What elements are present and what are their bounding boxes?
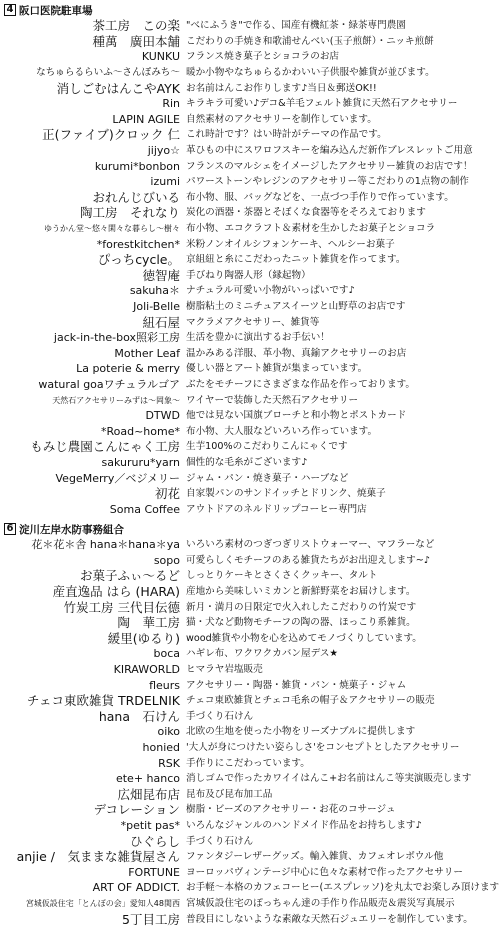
vendor-row: [0, 455, 450, 471]
vendor-name: 5丁目工房: [122, 911, 180, 927]
vendor-description: 昆布及び昆布加工品: [186, 788, 273, 800]
vendor-description: wood雑貨や小物を心を込めてモノづくりしています。: [186, 632, 422, 644]
vendor-row: [0, 849, 450, 865]
vendor-name: FORTUNE: [128, 865, 180, 879]
vendor-description: ヒマラヤ岩塩販売: [186, 664, 263, 676]
vendor-name: お菓子ふぃ～るど: [79, 568, 180, 584]
vendor-description: キラキラ可愛い♪デコ&羊毛フェルト雑貨に天然石アクセサリー: [186, 98, 458, 110]
vendor-name: 茶工房 この楽: [92, 18, 180, 34]
vendor-row: [0, 174, 469, 190]
vendor-row: [0, 896, 455, 912]
vendor-description: 生活を豊かに演出するお手伝い！: [186, 332, 330, 344]
section-4: [0, 2, 473, 517]
vendor-name: jack-in-the-box照彩工房: [53, 331, 180, 345]
vendor-description: 革ひもの中にスワロフスキーを編み込んだ新作ブレスレットご用意: [186, 145, 473, 157]
vendor-row: [0, 501, 450, 517]
vendor-row: [0, 724, 450, 740]
vendor-name: RSK: [158, 756, 180, 770]
vendor-row: [0, 330, 450, 346]
vendor-description: いろいろ素材のつぎつぎリストウォーマー、マフラーなど: [186, 539, 435, 551]
vendor-name: watural goaワチュラルゴア: [38, 377, 180, 391]
vendor-name: チェコ東欧雑貨 TRDELNIK: [26, 693, 180, 709]
vendor-description: パワーストーンやレジンのアクセサリー等こだわりの1点物の制作: [186, 176, 469, 188]
vendor-name: KUNKU: [141, 50, 180, 64]
vendor-row: [0, 439, 450, 455]
vendor-description: 可愛らしくモチーフのある雑貨たちがお出迎えします~♪: [186, 554, 430, 566]
vendor-row: [0, 818, 450, 834]
section-header: [0, 2, 450, 18]
vendor-name: なちゅらるらいふ～さんぽみち～: [36, 67, 180, 79]
vendor-description: ハギレ布、ワクワクカバン屋デス★: [186, 648, 339, 660]
vendor-description: チェコ東欧雑貨とチェコ毛糸の帽子＆アクセサリーの販売: [186, 695, 435, 707]
vendor-name: Soma Coffee: [109, 502, 180, 516]
vendor-name: Rin: [162, 97, 180, 111]
vendor-description: 自然素材のアクセサリーを制作しています。: [186, 113, 377, 125]
vendor-name: おれんじびいる: [92, 189, 180, 205]
vendor-row: [0, 299, 450, 315]
vendor-row: [0, 345, 450, 361]
vendor-description: 自家製パンのサンドイッチとドリンク、焼菓子: [186, 488, 386, 500]
vendor-row: [0, 568, 450, 584]
vendor-name: ART OF ADDICT.: [92, 881, 180, 895]
vendor-name: izumi: [150, 175, 180, 189]
vendor-name: boca: [153, 647, 180, 661]
vendor-row: [0, 787, 450, 803]
vendor-name: *petit pas*: [120, 818, 180, 832]
section-header: [0, 521, 450, 537]
vendor-description: 消しゴムで作ったカワイイはんこ+お名前はんこ等実演販売します: [186, 773, 472, 785]
vendor-row: [0, 314, 450, 330]
vendor-name: jijyo☆: [147, 144, 180, 158]
vendor-name: もみじ農園こんにゃく工房: [30, 439, 180, 455]
vendor-description: 暖か小物やなちゅらるかわいい子供服や雑貨が並びます。: [186, 67, 435, 79]
vendor-row: [0, 49, 450, 65]
vendor-description: ぶたをモチーフにさまざまな作品を作っております。: [186, 378, 416, 390]
vendor-row: [0, 18, 450, 34]
vendor-description: これ時計です？はい時計がテーマの作品です。: [186, 129, 387, 141]
vendor-name: 種萬 廣田本舗: [92, 33, 180, 49]
section-title: 阪口医院駐車場: [19, 4, 93, 17]
vendor-row: [0, 112, 450, 128]
vendor-name: 広畑昆布店: [117, 786, 180, 802]
vendor-name: La poterie & merry: [76, 362, 180, 376]
vendor-description: 樹脂粘土のミニチュアスイーツと山野草のお店です: [186, 300, 406, 312]
vendor-name: LAPIN AGILE: [112, 112, 180, 126]
vendor-row: [0, 283, 450, 299]
vendor-description: アウトドアのネルドリップコーヒー専門店: [186, 503, 367, 515]
vendor-description: お手軽～本格のカフェコーヒー(エスプレッソ)を丸太でお楽しみ頂けます: [186, 882, 499, 894]
vendor-name: 竹炭工房 三代目伝德: [63, 599, 180, 615]
vendor-row: [0, 802, 450, 818]
vendor-row: [0, 584, 450, 600]
vendor-description: フランスのマルシェをイメージしたアクセサリー雑貨のお店です！: [186, 160, 473, 172]
vendor-description: 手びねり陶器人形（縁起物）: [186, 269, 311, 281]
vendor-row: [0, 833, 450, 849]
section-6: [0, 521, 499, 927]
vendor-name: 陶工房 それなり: [79, 205, 180, 221]
vendor-name: ひぐらし: [129, 833, 180, 849]
vendor-row: [0, 864, 463, 880]
vendor-name: ゆうかん堂～悠々閑々な暮らし～樹々: [44, 224, 180, 234]
vendor-name: sakururu*yarn: [101, 455, 180, 469]
vendor-description: アクセサリー・陶器・雑貨・パン・焼菓子・ジャム: [186, 679, 407, 691]
section-number: 4: [4, 4, 16, 16]
vendor-description: 布小物、大人服などいろいろ作っています。: [186, 425, 378, 437]
vendor-description: 宮城仮設住宅のぽっちゃん達の手作り作品販売＆震災写真展示: [186, 897, 455, 909]
vendor-row: [0, 740, 460, 756]
vendor-row: [0, 143, 473, 159]
vendor-row: [0, 268, 450, 284]
vendor-description: こだわりの手焼き和歌浦せんべい(玉子煎餅）・ニッキ煎餅: [186, 35, 434, 47]
vendor-row: [0, 221, 450, 237]
vendor-name: kurumi*bonbon: [94, 159, 180, 173]
vendor-name: 天然石アクセサリーみずは～岡象～: [52, 395, 180, 405]
vendor-name: oiko: [157, 725, 180, 739]
vendor-description: '大人が身につけたい姿らしさ'をコンセプトとしたアクセサリー: [186, 742, 460, 754]
vendor-description: 北欧の生地を使った小物をリーズナブルに提供します: [186, 726, 416, 738]
vendor-row: [0, 677, 450, 693]
vendor-row: [0, 537, 450, 553]
vendor-name: 陶 華工房: [117, 615, 180, 631]
vendor-description: マクラメアクセサリー、雑貨等: [186, 316, 320, 328]
vendor-name: 徳智庵: [142, 267, 180, 283]
vendor-name: VegeMerry／ベジメリー: [55, 471, 180, 485]
vendor-name: Joli-Belle: [133, 299, 180, 313]
vendor-name: 花＊花＊舎 hana＊hana＊ya: [31, 538, 180, 552]
vendor-row: [0, 127, 450, 143]
vendor-list: [0, 18, 473, 517]
vendor-name: デコレーション: [93, 802, 180, 818]
vendor-row: [0, 709, 450, 725]
vendor-name: sopo: [153, 553, 180, 567]
vendor-row: [0, 911, 473, 927]
vendor-name: *forestkitchen*: [96, 237, 180, 251]
vendor-name: 紐石屋: [142, 314, 180, 330]
vendor-row: [0, 189, 454, 206]
section-title: 淀川左岸水防事務組合: [19, 523, 124, 536]
vendor-name: 宮城仮設住宅「とんぼの会」愛知人48関西: [25, 898, 180, 908]
vendor-row: [0, 236, 450, 252]
vendor-description: 産地から美味しいミカンと新鮮野菜をお届けします。: [186, 586, 416, 598]
vendor-row: [0, 486, 450, 502]
vendor-name: ete+ hanco: [115, 772, 180, 786]
vendor-description: 優しい器とアート雑貨が集まっています。: [186, 363, 368, 375]
vendor-description: 個性的な毛糸がございます♪: [186, 456, 308, 468]
vendor-row: [0, 631, 450, 647]
vendor-row: [0, 693, 450, 709]
vendor-description: 温かみある洋服、革小物、真鍮アクセサリーのお店: [186, 347, 407, 359]
vendor-description: 手作りにこだわっています。: [186, 757, 310, 769]
vendor-name: ぴっちcycle。: [97, 252, 180, 268]
vendor-description: 京組紐と糸にこだわったニット雑貨を作ってます。: [186, 254, 406, 266]
vendor-description: 布小物、服、バッグなどを、一点づつ手作りで作っています。: [186, 191, 454, 203]
vendor-name: 正(ファイブ)クロック 仁: [42, 127, 180, 143]
vendor-name: 初花: [154, 486, 180, 502]
vendor-name: fleurs: [149, 678, 180, 692]
vendor-row: [0, 646, 450, 662]
vendor-row: [0, 34, 450, 50]
vendor-description: 米粉ノンオイルシフォンケーキ、ヘルシーお菓子: [186, 238, 395, 250]
vendor-name: honied: [142, 741, 180, 755]
vendor-name: KIRAWORLD: [113, 663, 180, 677]
vendor-description: ファンタジーレザーグッズ。輸入雑貨、カフェオレボウル他: [186, 851, 444, 863]
vendor-name: 緩里(ゆるり): [107, 630, 180, 646]
vendor-name: hana 石けん: [98, 708, 180, 724]
vendor-name: DTWD: [145, 409, 180, 423]
vendor-row: [0, 662, 450, 678]
vendor-row: [0, 599, 450, 615]
vendor-name: 消しごむはんこやAYK: [56, 80, 180, 96]
vendor-row: [0, 377, 450, 393]
vendor-row: [0, 880, 499, 896]
vendor-name: 産直逸品 はら (HARA): [52, 584, 180, 600]
vendor-row: [0, 423, 450, 439]
vendor-row: [0, 158, 473, 174]
vendor-row: [0, 470, 450, 486]
vendor-description: ヨーロッパヴィンテージ中心に色々な素材で作ったアクセサリー: [186, 866, 463, 878]
vendor-description: 樹脂・ビーズのアクセサリー・お花のコサージュ: [186, 804, 396, 816]
vendor-description: "べにふうき"で作る、国産有機紅茶・緑茶専門農園: [186, 20, 406, 32]
vendor-description: 生芋100%のこだわりこんにゃくです: [186, 441, 348, 453]
vendor-row: [0, 96, 458, 112]
vendor-description: 手づくり石けん: [186, 710, 254, 722]
vendor-row: [0, 553, 450, 569]
vendor-row: [0, 252, 450, 268]
vendor-name: anjie / 気ままな雑貨屋さん: [16, 849, 180, 865]
vendor-description: ワイヤーで装飾した天然石アクセサリー: [186, 394, 359, 406]
vendor-row: [0, 408, 450, 424]
vendor-row: [0, 205, 450, 221]
vendor-row: [0, 755, 450, 771]
vendor-description: お名前はんこお作りします♪当日＆郵送OK!!: [186, 82, 377, 94]
vendor-row: [0, 615, 450, 631]
vendor-description: 普段目にしないような素敵な天然石ジュエリーを制作しています。: [186, 913, 473, 925]
vendor-description: フランス焼き菓子とショコラのお店: [186, 51, 340, 63]
vendor-name: sakuha＊: [129, 284, 180, 298]
vendor-row: [0, 65, 450, 81]
vendor-name: Mother Leaf: [114, 346, 180, 360]
vendor-description: 新月・満月の日限定で火入れしたこだわりの竹炭です: [186, 601, 417, 613]
section-number: 6: [4, 523, 16, 535]
vendor-row: [0, 771, 472, 787]
vendor-row: [0, 80, 450, 96]
vendor-description: ジャム・パン・焼き菓子・ハーブなど: [186, 472, 349, 484]
vendor-name: *Road~home*: [100, 424, 180, 438]
vendor-description: 他では見ない国旗ブローチと和小物とポストカード: [186, 410, 407, 422]
vendor-description: ナチュラル可愛い小物がいっぱいです♪: [186, 285, 355, 297]
vendor-row: [0, 361, 450, 377]
vendor-description: 手づくり石けん: [186, 835, 254, 847]
vendor-description: 炭化の酒器・茶器とそぼくな食器等をそろえております: [186, 207, 426, 219]
vendor-description: 猫・犬など動物モチーフの陶の器、ほっこり系雑貨。: [186, 617, 416, 629]
vendor-description: しっとりケーキとさくさくクッキー、タルト: [186, 570, 378, 582]
vendor-description: いろんなジャンルのハンドメイド作品をお持ちします♪: [186, 819, 422, 831]
vendor-list: [0, 537, 499, 927]
vendor-description: 布小物、エコクラフト＆素材を生かしたお菓子とショコラ: [186, 223, 436, 235]
vendor-row: [0, 392, 450, 408]
